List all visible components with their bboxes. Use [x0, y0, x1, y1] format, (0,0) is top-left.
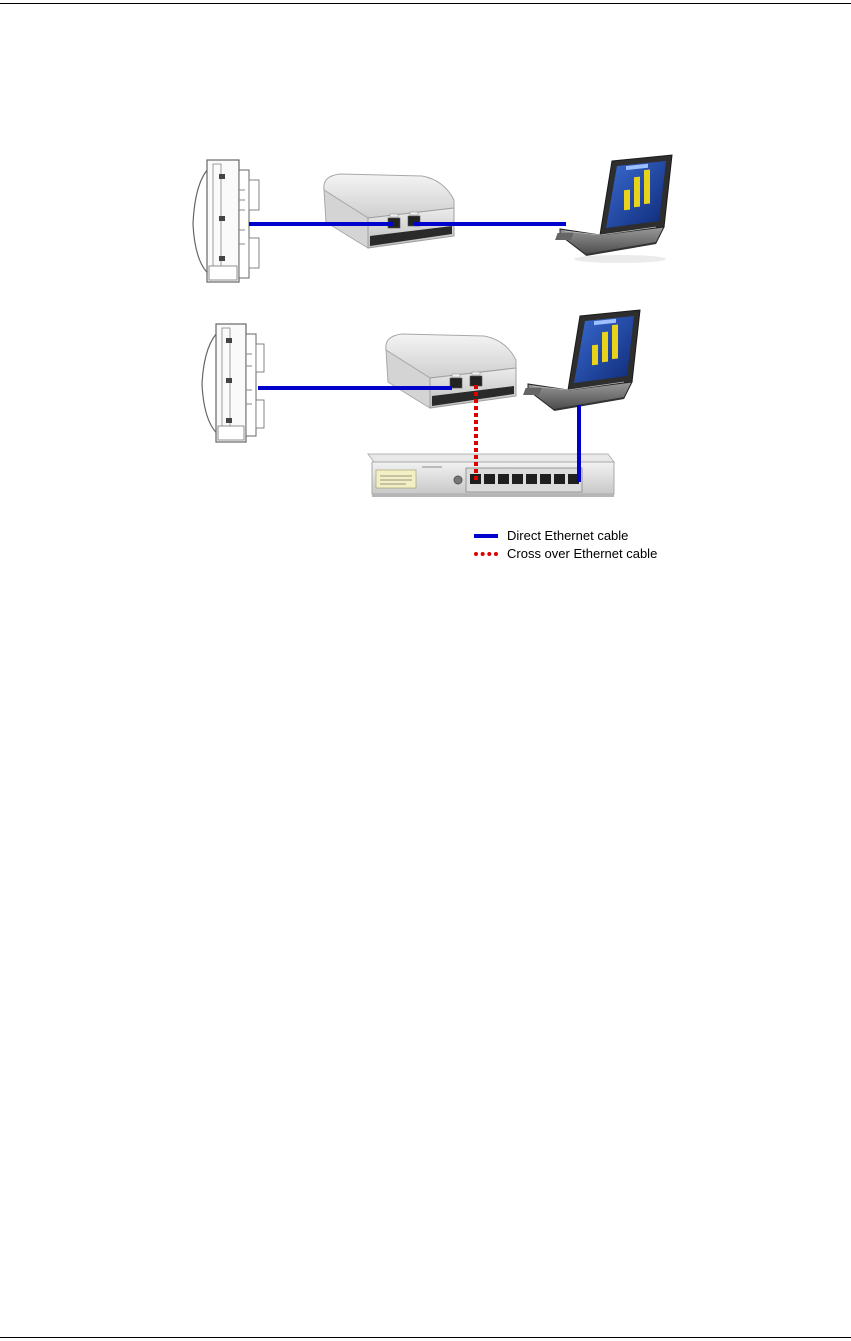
poe-injector-icon — [386, 334, 516, 408]
direct-cable-swatch — [474, 534, 498, 538]
access-point-icon — [202, 324, 264, 442]
laptop-icon — [555, 155, 672, 263]
network-diagram — [0, 0, 851, 600]
legend-item-direct — [474, 527, 774, 547]
poe-injector-icon — [324, 174, 454, 248]
legend-label-direct: Direct Ethernet cable — [507, 528, 629, 543]
footer-rule — [0, 1337, 851, 1338]
access-point-icon — [193, 160, 259, 282]
legend-item-cross — [474, 545, 774, 565]
laptop-icon — [523, 310, 640, 410]
legend-label-cross: Cross over Ethernet cable — [507, 546, 658, 561]
cross-cable-swatch — [474, 552, 498, 556]
